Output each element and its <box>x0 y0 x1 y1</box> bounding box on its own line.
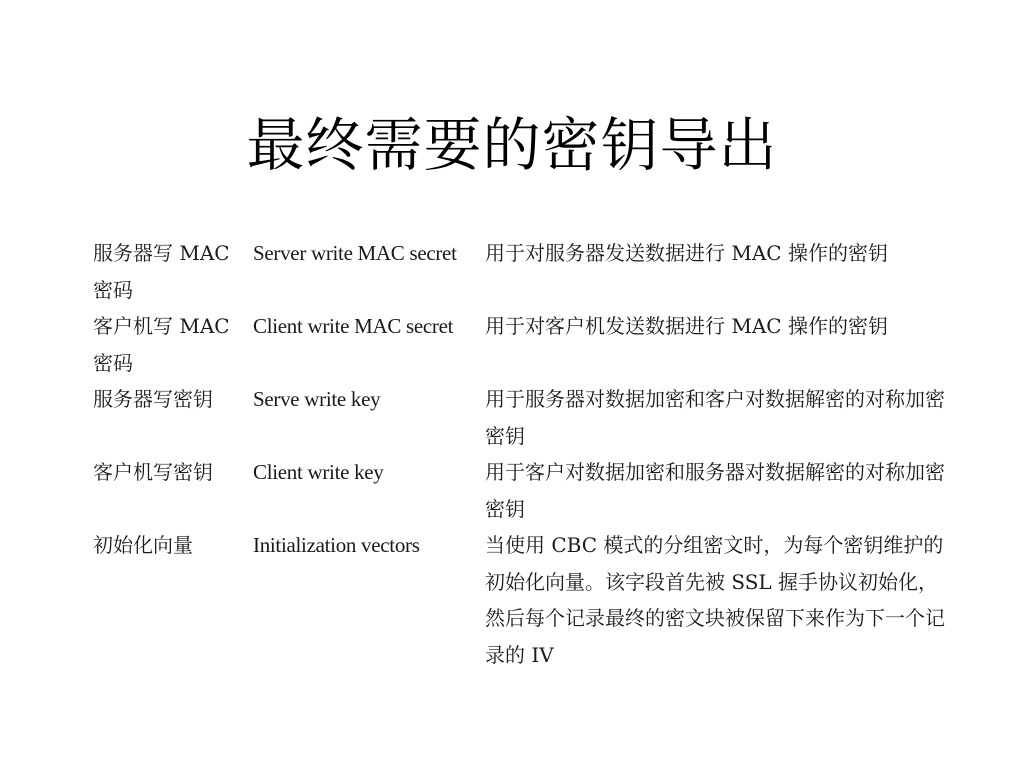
key-name-cn: 客户机写密钥 <box>93 460 213 484</box>
key-name-en: Client write MAC secret <box>253 314 454 338</box>
key-name-cn: 服务器写 MAC 密码 <box>93 241 230 302</box>
key-description: 用于客户对数据加密和服务器对数据解密的对称加密密钥 <box>485 460 945 521</box>
key-description: 当使用 CBC 模式的分组密文时，为每个密钥维护的初始化向量。该字段首先被 SSL 握手协议初始化，然后每个记录最终的密文块被保留下来作为下一个记录的 IV <box>485 533 945 667</box>
table-row <box>93 454 953 527</box>
key-name-en: Serve write key <box>253 387 381 411</box>
key-name-cn: 服务器写密钥 <box>93 387 213 411</box>
table-row <box>93 527 953 673</box>
key-name-en: Server write MAC secret <box>253 241 457 265</box>
table-row <box>93 308 953 381</box>
key-name-en: Initialization vectors <box>253 533 420 557</box>
key-description: 用于对服务器发送数据进行 MAC 操作的密钥 <box>485 241 888 265</box>
key-derivation-table <box>93 235 953 673</box>
table-row <box>93 235 953 308</box>
key-name-cn: 客户机写 MAC 密码 <box>93 314 230 375</box>
key-name-en: Client write key <box>253 460 384 484</box>
key-description: 用于对客户机发送数据进行 MAC 操作的密钥 <box>485 314 888 338</box>
key-name-cn: 初始化向量 <box>93 533 193 557</box>
key-description: 用于服务器对数据加密和客户对数据解密的对称加密密钥 <box>485 387 945 448</box>
slide-title: 最终需要的密钥导出 <box>246 111 778 179</box>
table-row <box>93 381 953 454</box>
